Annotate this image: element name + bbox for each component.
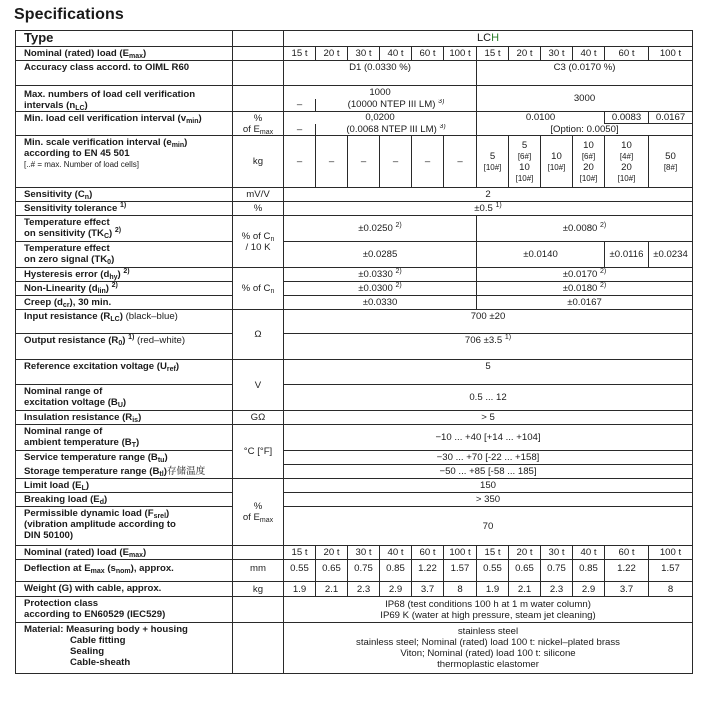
load-col: 20 t	[509, 546, 541, 560]
breaking-load-label: Breaking load $(E_d)$	[16, 493, 233, 507]
weight-value: 1.9	[477, 582, 509, 597]
limit-load-label: Limit load $(E_L)$	[16, 479, 233, 493]
tk-c-c3: ±0.0080 $^{2)}$	[477, 216, 693, 242]
weight-value: 8	[444, 582, 477, 597]
tk-0-label: Temperature effect on zero signal $(TK_0)$	[16, 242, 233, 268]
min-scale-value: –	[348, 136, 380, 188]
min-lc-interval-label: Min. load cell verification interval $(v_{min})$	[16, 112, 233, 136]
dynamic-load-label: Permissible dynamic load $(F_{srel})$ (vibration amplitude according to DIN 50100)	[16, 507, 233, 546]
min-scale-value: 10 [10#]	[541, 136, 573, 188]
sensitivity-tolerance-label: Sensitivity tolerance $^{1)}$	[16, 202, 233, 216]
load-col: 20 t	[316, 546, 348, 560]
row-service-temp	[16, 451, 693, 465]
output-resistance-label: Output resistance $(R_0)$ $^{1)}$ (red–white)	[16, 334, 233, 360]
temperature-unit: °C [°F]	[233, 425, 284, 479]
load-col: 100 t	[649, 47, 693, 61]
max-intervals-dash: –	[284, 99, 316, 112]
weight-value: 2.3	[348, 582, 380, 597]
unit-cell	[233, 47, 284, 61]
max-intervals-label: Max. numbers of load cell verification intervals $(n_{LC})$	[16, 86, 233, 112]
min-scale-value: –	[444, 136, 477, 188]
deflection-value: 0.65	[316, 560, 348, 582]
weight-label: Weight (G) with cable, approx.	[16, 582, 233, 597]
load-col: 100 t	[649, 546, 693, 560]
load-col: 15 t	[284, 47, 316, 61]
insulation-value: > 5	[284, 411, 693, 425]
load-col: 60 t	[412, 47, 444, 61]
min-scale-unit: kg	[233, 136, 284, 188]
nominal-load-label: Nominal (rated) load $(E_{max})$	[16, 47, 233, 61]
min-lc-dash: –	[284, 124, 316, 136]
sensitivity-value: 2	[284, 188, 693, 202]
row-ref-voltage	[16, 360, 693, 385]
min-scale-value: 10 [4#] 20 [10#]	[605, 136, 649, 188]
deflection-value: 0.55	[284, 560, 316, 582]
load-col: 60 t	[605, 546, 649, 560]
row-tk-0	[16, 242, 693, 268]
type-value: LCH	[284, 31, 693, 47]
max-intervals-c3-value: 3000	[477, 86, 693, 112]
unit-cell	[233, 597, 284, 623]
specifications-table	[15, 30, 693, 674]
row-min-scale-interval	[16, 136, 693, 188]
deflection-value: 0.75	[348, 560, 380, 582]
min-lc-d1-value: 0,0200	[284, 112, 477, 124]
row-weight	[16, 582, 693, 597]
row-creep	[16, 296, 693, 310]
row-storage-temp	[16, 465, 693, 479]
min-lc-ntep: (0.0068 NTEP III LM) $^{3)}$	[316, 124, 477, 136]
row-hysteresis	[16, 268, 693, 282]
tk-0-c3: ±0.0140	[477, 242, 605, 268]
row-nominal-excitation	[16, 385, 693, 411]
unit-cell	[233, 546, 284, 560]
deflection-label: Deflection at $E_{max}$ $(s_{nom})$, approx.	[16, 560, 233, 582]
hysteresis-label: Hysteresis error $(d_{hy})$ $^{2)}$	[16, 268, 233, 282]
deflection-value: 1.57	[649, 560, 693, 582]
service-temp-label: Service temperature range $(B_{tu})$	[16, 451, 233, 465]
nonlinearity-c3: ±0.0180 $^{2)}$	[477, 282, 693, 296]
row-material	[16, 623, 693, 674]
tk-unit: % of $C_n$ / 10 K	[233, 216, 284, 268]
percent-cn-unit: % of $C_n$	[233, 268, 284, 310]
row-tk-c	[16, 216, 693, 242]
row-input-resistance	[16, 310, 693, 334]
row-type	[16, 31, 693, 47]
load-col: 30 t	[348, 47, 380, 61]
protection-label: Protection class according to EN60529 (IEC529)	[16, 597, 233, 623]
ref-voltage-label: Reference excitation voltage $(U_{ref})$	[16, 360, 233, 385]
deflection-value: 0.55	[477, 560, 509, 582]
accuracy-d1: D1 (0.0330 %)	[284, 61, 477, 86]
min-scale-value: 5 [10#]	[477, 136, 509, 188]
weight-value: 8	[649, 582, 693, 597]
load-col: 40 t	[573, 546, 605, 560]
row-max-intervals	[16, 86, 693, 99]
input-resistance-label: Input resistance $(R_{LC})$ (black–blue)	[16, 310, 233, 334]
deflection-value: 1.22	[412, 560, 444, 582]
load-col: 15 t	[284, 546, 316, 560]
accuracy-c3: C3 (0.0170 %)	[477, 61, 693, 86]
unit-cell	[233, 86, 284, 112]
tk-c-d1: ±0.0250 $^{2)}$	[284, 216, 477, 242]
load-col: 100 t	[444, 47, 477, 61]
load-col: 100 t	[444, 546, 477, 560]
load-col: 30 t	[541, 546, 573, 560]
nominal-excitation-value: 0.5 ... 12	[284, 385, 693, 411]
weight-value: 3.7	[412, 582, 444, 597]
deflection-value: 0.85	[380, 560, 412, 582]
nominal-excitation-label: Nominal range of excitation voltage $(B_U)$	[16, 385, 233, 411]
breaking-load-value: > 350	[284, 493, 693, 507]
weight-value: 2.9	[380, 582, 412, 597]
min-lc-interval-unit: % of $E_{max}$	[233, 112, 284, 136]
nonlinearity-d1: ±0.0300 $^{2)}$	[284, 282, 477, 296]
ambient-temp-label: Nominal range of ambient temperature $(B_T)$	[16, 425, 233, 451]
min-lc-c3-value: 0.0100	[477, 112, 605, 124]
row-ambient-temp	[16, 425, 693, 451]
load-col: 40 t	[380, 47, 412, 61]
row-nominal-load-2	[16, 546, 693, 560]
sensitivity-label: Sensitivity $(C_n)$	[16, 188, 233, 202]
deflection-unit: mm	[233, 560, 284, 582]
storage-temp-label: Storage temperature range $(B_{tl})$存储温度	[16, 465, 233, 479]
limit-load-value: 150	[284, 479, 693, 493]
material-label: Material: Measuring body + housing Cable fitting Sealing Cable-sheath	[16, 623, 233, 674]
load-col: 30 t	[348, 546, 380, 560]
max-intervals-d1-value: 1000	[284, 86, 477, 99]
row-output-resistance	[16, 334, 693, 360]
min-lc-c3-100t: 0.0167	[649, 112, 693, 124]
row-nonlinearity	[16, 282, 693, 296]
hysteresis-c3: ±0.0170 $^{2)}$	[477, 268, 693, 282]
volt-unit: V	[233, 360, 284, 411]
weight-value: 1.9	[284, 582, 316, 597]
sensitivity-tolerance-value: ±0.5 $^{1)}$	[284, 202, 693, 216]
load-col: 20 t	[316, 47, 348, 61]
tk-c-label: Temperature effect on sensitivity $(TK_C)$ $^{2)}$	[16, 216, 233, 242]
row-nominal-load	[16, 47, 693, 61]
load-col: 30 t	[541, 47, 573, 61]
creep-c3: ±0.0167	[477, 296, 693, 310]
service-temp-value: −30 ... +70 [-22 ... +158]	[284, 451, 693, 465]
creep-label: Creep $(d_{cr})$, 30 min.	[16, 296, 233, 310]
gigaohm-unit: GΩ	[233, 411, 284, 425]
type-label: Type	[16, 31, 233, 47]
weight-unit: kg	[233, 582, 284, 597]
row-dynamic-load	[16, 507, 693, 546]
row-min-lc-interval	[16, 112, 693, 124]
row-breaking-load	[16, 493, 693, 507]
min-scale-value: –	[316, 136, 348, 188]
ambient-temp-value: −10 ... +40 [+14 ... +104]	[284, 425, 693, 451]
ohm-unit: Ω	[233, 310, 284, 360]
creep-d1: ±0.0330	[284, 296, 477, 310]
percent-emax-unit: % of $E_{max}$	[233, 479, 284, 546]
min-scale-interval-label: Min. scale verification interval $(e_{min})$ according to EN 45 501 [..# = max. Number of load cells]	[16, 136, 233, 188]
row-deflection	[16, 560, 693, 582]
max-intervals-ntep: (10000 NTEP III LM) $^{3)}$	[316, 99, 477, 112]
weight-value: 2.3	[541, 582, 573, 597]
min-scale-value: 10 [6#] 20 [10#]	[573, 136, 605, 188]
protection-value: IP68 (test conditions 100 h at 1 m water column) IP69 K (water at high pressure, steam jet cleaning)	[284, 597, 693, 623]
min-scale-value: –	[412, 136, 444, 188]
row-protection	[16, 597, 693, 623]
deflection-value: 0.75	[541, 560, 573, 582]
tk-0-c3-100t: ±0.0234	[649, 242, 693, 268]
row-limit-load	[16, 479, 693, 493]
row-insulation	[16, 411, 693, 425]
load-col: 60 t	[412, 546, 444, 560]
load-col: 20 t	[509, 47, 541, 61]
min-scale-value: 50 [8#]	[649, 136, 693, 188]
weight-value: 2.1	[316, 582, 348, 597]
load-col: 60 t	[605, 47, 649, 61]
unit-cell	[233, 623, 284, 674]
load-col: 15 t	[477, 546, 509, 560]
output-resistance-value: 706 ±3.5 $^{1)}$	[284, 334, 693, 360]
load-col: 15 t	[477, 47, 509, 61]
page-title: Specifications	[14, 6, 124, 23]
storage-temp-value: −50 ... +85 [-58 ... 185]	[284, 465, 693, 479]
load-col: 40 t	[380, 546, 412, 560]
insulation-label: Insulation resistance $(R_{is})$	[16, 411, 233, 425]
tk-0-d1: ±0.0285	[284, 242, 477, 268]
sensitivity-unit: mV/V	[233, 188, 284, 202]
unit-cell	[233, 31, 284, 47]
weight-value: 2.1	[509, 582, 541, 597]
unit-cell	[233, 61, 284, 86]
nominal-load-label-2: Nominal (rated) load $(E_{max})$	[16, 546, 233, 560]
load-col: 40 t	[573, 47, 605, 61]
row-sensitivity	[16, 188, 693, 202]
dynamic-load-value: 70	[284, 507, 693, 546]
accuracy-label: Accuracy class accord. to OIML R60	[16, 61, 233, 86]
row-accuracy	[16, 61, 693, 86]
deflection-value: 1.22	[605, 560, 649, 582]
sensitivity-tolerance-unit: %	[233, 202, 284, 216]
row-sensitivity-tolerance	[16, 202, 693, 216]
min-scale-value: –	[284, 136, 316, 188]
ref-voltage-value: 5	[284, 360, 693, 385]
tk-0-c3-60t: ±0.0116	[605, 242, 649, 268]
min-lc-c3-60t: 0.0083	[605, 112, 649, 124]
min-lc-option: [Option: 0.0050]	[477, 124, 693, 136]
deflection-value: 0.85	[573, 560, 605, 582]
material-value: stainless steel stainless steel; Nominal (rated) load 100 t: nickel–plated brass Viton; Nominal (rated) load 100 t: silicone thermoplastic elastomer	[284, 623, 693, 674]
nonlinearity-label: Non-Linearity $(d_{lin})$ $^{2)}$	[16, 282, 233, 296]
input-resistance-value: 700 ±20	[284, 310, 693, 334]
deflection-value: 0.65	[509, 560, 541, 582]
hysteresis-d1: ±0.0330 $^{2)}$	[284, 268, 477, 282]
deflection-value: 1.57	[444, 560, 477, 582]
min-scale-value: –	[380, 136, 412, 188]
weight-value: 3.7	[605, 582, 649, 597]
weight-value: 2.9	[573, 582, 605, 597]
min-scale-value: 5 [6#] 10 [10#]	[509, 136, 541, 188]
